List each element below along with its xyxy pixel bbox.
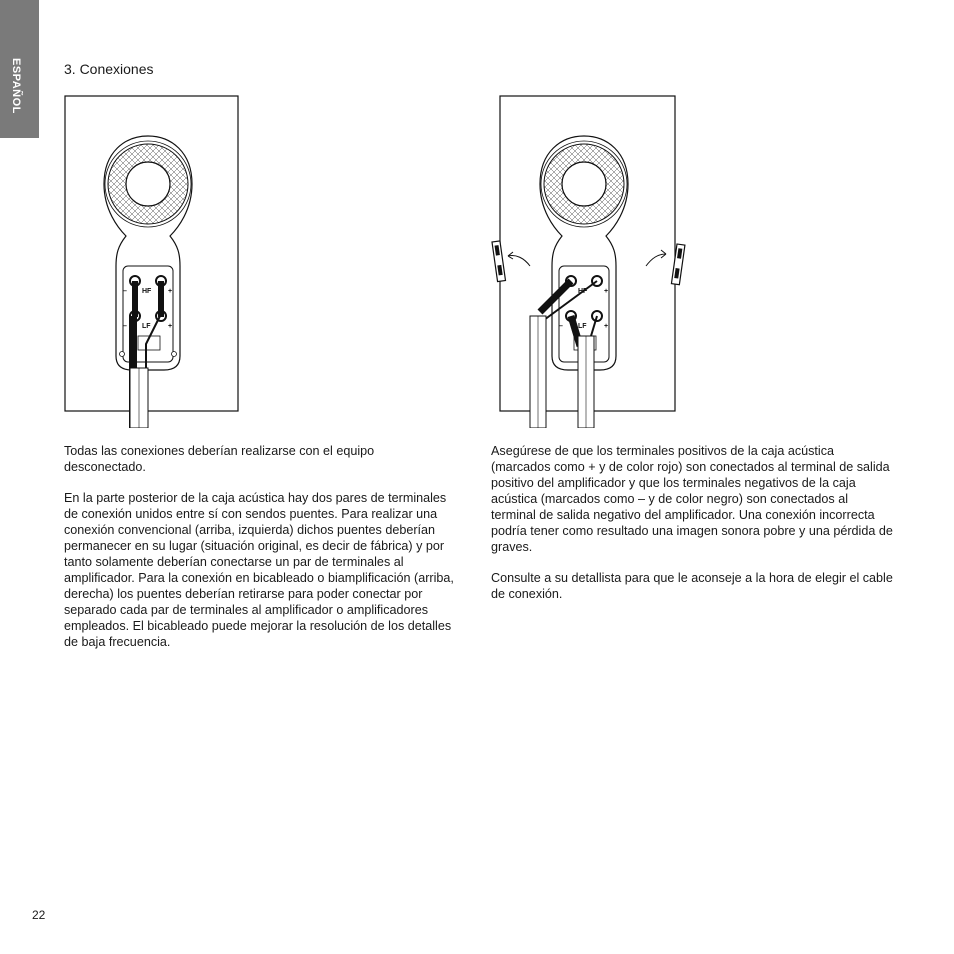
- bass-port: [126, 162, 170, 206]
- paragraph: Consulte a su detallista para que le aconseje a la hora de elegir el cable de conexión.: [491, 571, 893, 601]
- lf-minus-label: –: [559, 323, 563, 330]
- hf-label: HF: [142, 288, 152, 295]
- jumper-bridge-positive: [158, 281, 164, 317]
- conventional-connection-diagram: [60, 88, 245, 428]
- section-title: 3. Conexiones: [64, 61, 154, 77]
- paragraph: Asegúrese de que los terminales positivos de la caja acústica (marcados como + y de color rojo) son conectados al terminal de salida positivo del amplificador y que los terminales negativos de la caja acústica (marcados como – y de color negro) son conectados al terminal de salida negativo del amplificador. Una conexión incorrecta podría tener como resultado una imagen sonora pobre y una pérdida de graves.: [491, 444, 893, 554]
- lf-label: LF: [578, 323, 587, 330]
- paragraph: En la parte posterior de la caja acústica hay dos pares de terminales de conexión unidos entre sí con sendos puentes. Para realizar una conexión convencional (arriba, izquierda) dichos puentes deberían permanecer en su lugar (situación original, es decir de fábrica) y por tanto solamente deberían conectarse un par de terminales al amplificador. Para la conexión en bicableado o biamplificación (arriba, derecha) los puentes deberían retirarse para poder conectar por separado cada par de terminales al amplificador o amplificadores empleados. El bicableado puede mejorar la resolución de los detalles de baja frecuencia.: [64, 491, 454, 649]
- jumper-bridge-negative: [132, 281, 138, 317]
- bass-port: [562, 162, 606, 206]
- hf-plus-label: +: [604, 288, 609, 295]
- right-text-column: [491, 443, 893, 617]
- lf-plus-label: +: [604, 323, 609, 330]
- lf-minus-label: –: [123, 323, 127, 330]
- hf-label: HF: [578, 288, 588, 295]
- left-text-column: [64, 443, 456, 665]
- page-number: 22: [32, 908, 46, 922]
- paragraph: Todas las conexiones deberían realizarse con el equipo desconectado.: [64, 444, 375, 474]
- biwiring-connection-diagram: [482, 88, 700, 428]
- lf-label: LF: [142, 323, 151, 330]
- hf-plus-label: +: [168, 288, 173, 295]
- language-tab-label: ESPAÑOL: [10, 58, 22, 114]
- lf-plus-label: +: [168, 323, 173, 330]
- hf-minus-label: –: [559, 288, 563, 295]
- language-tab: [0, 0, 39, 138]
- hf-minus-label: –: [123, 288, 127, 295]
